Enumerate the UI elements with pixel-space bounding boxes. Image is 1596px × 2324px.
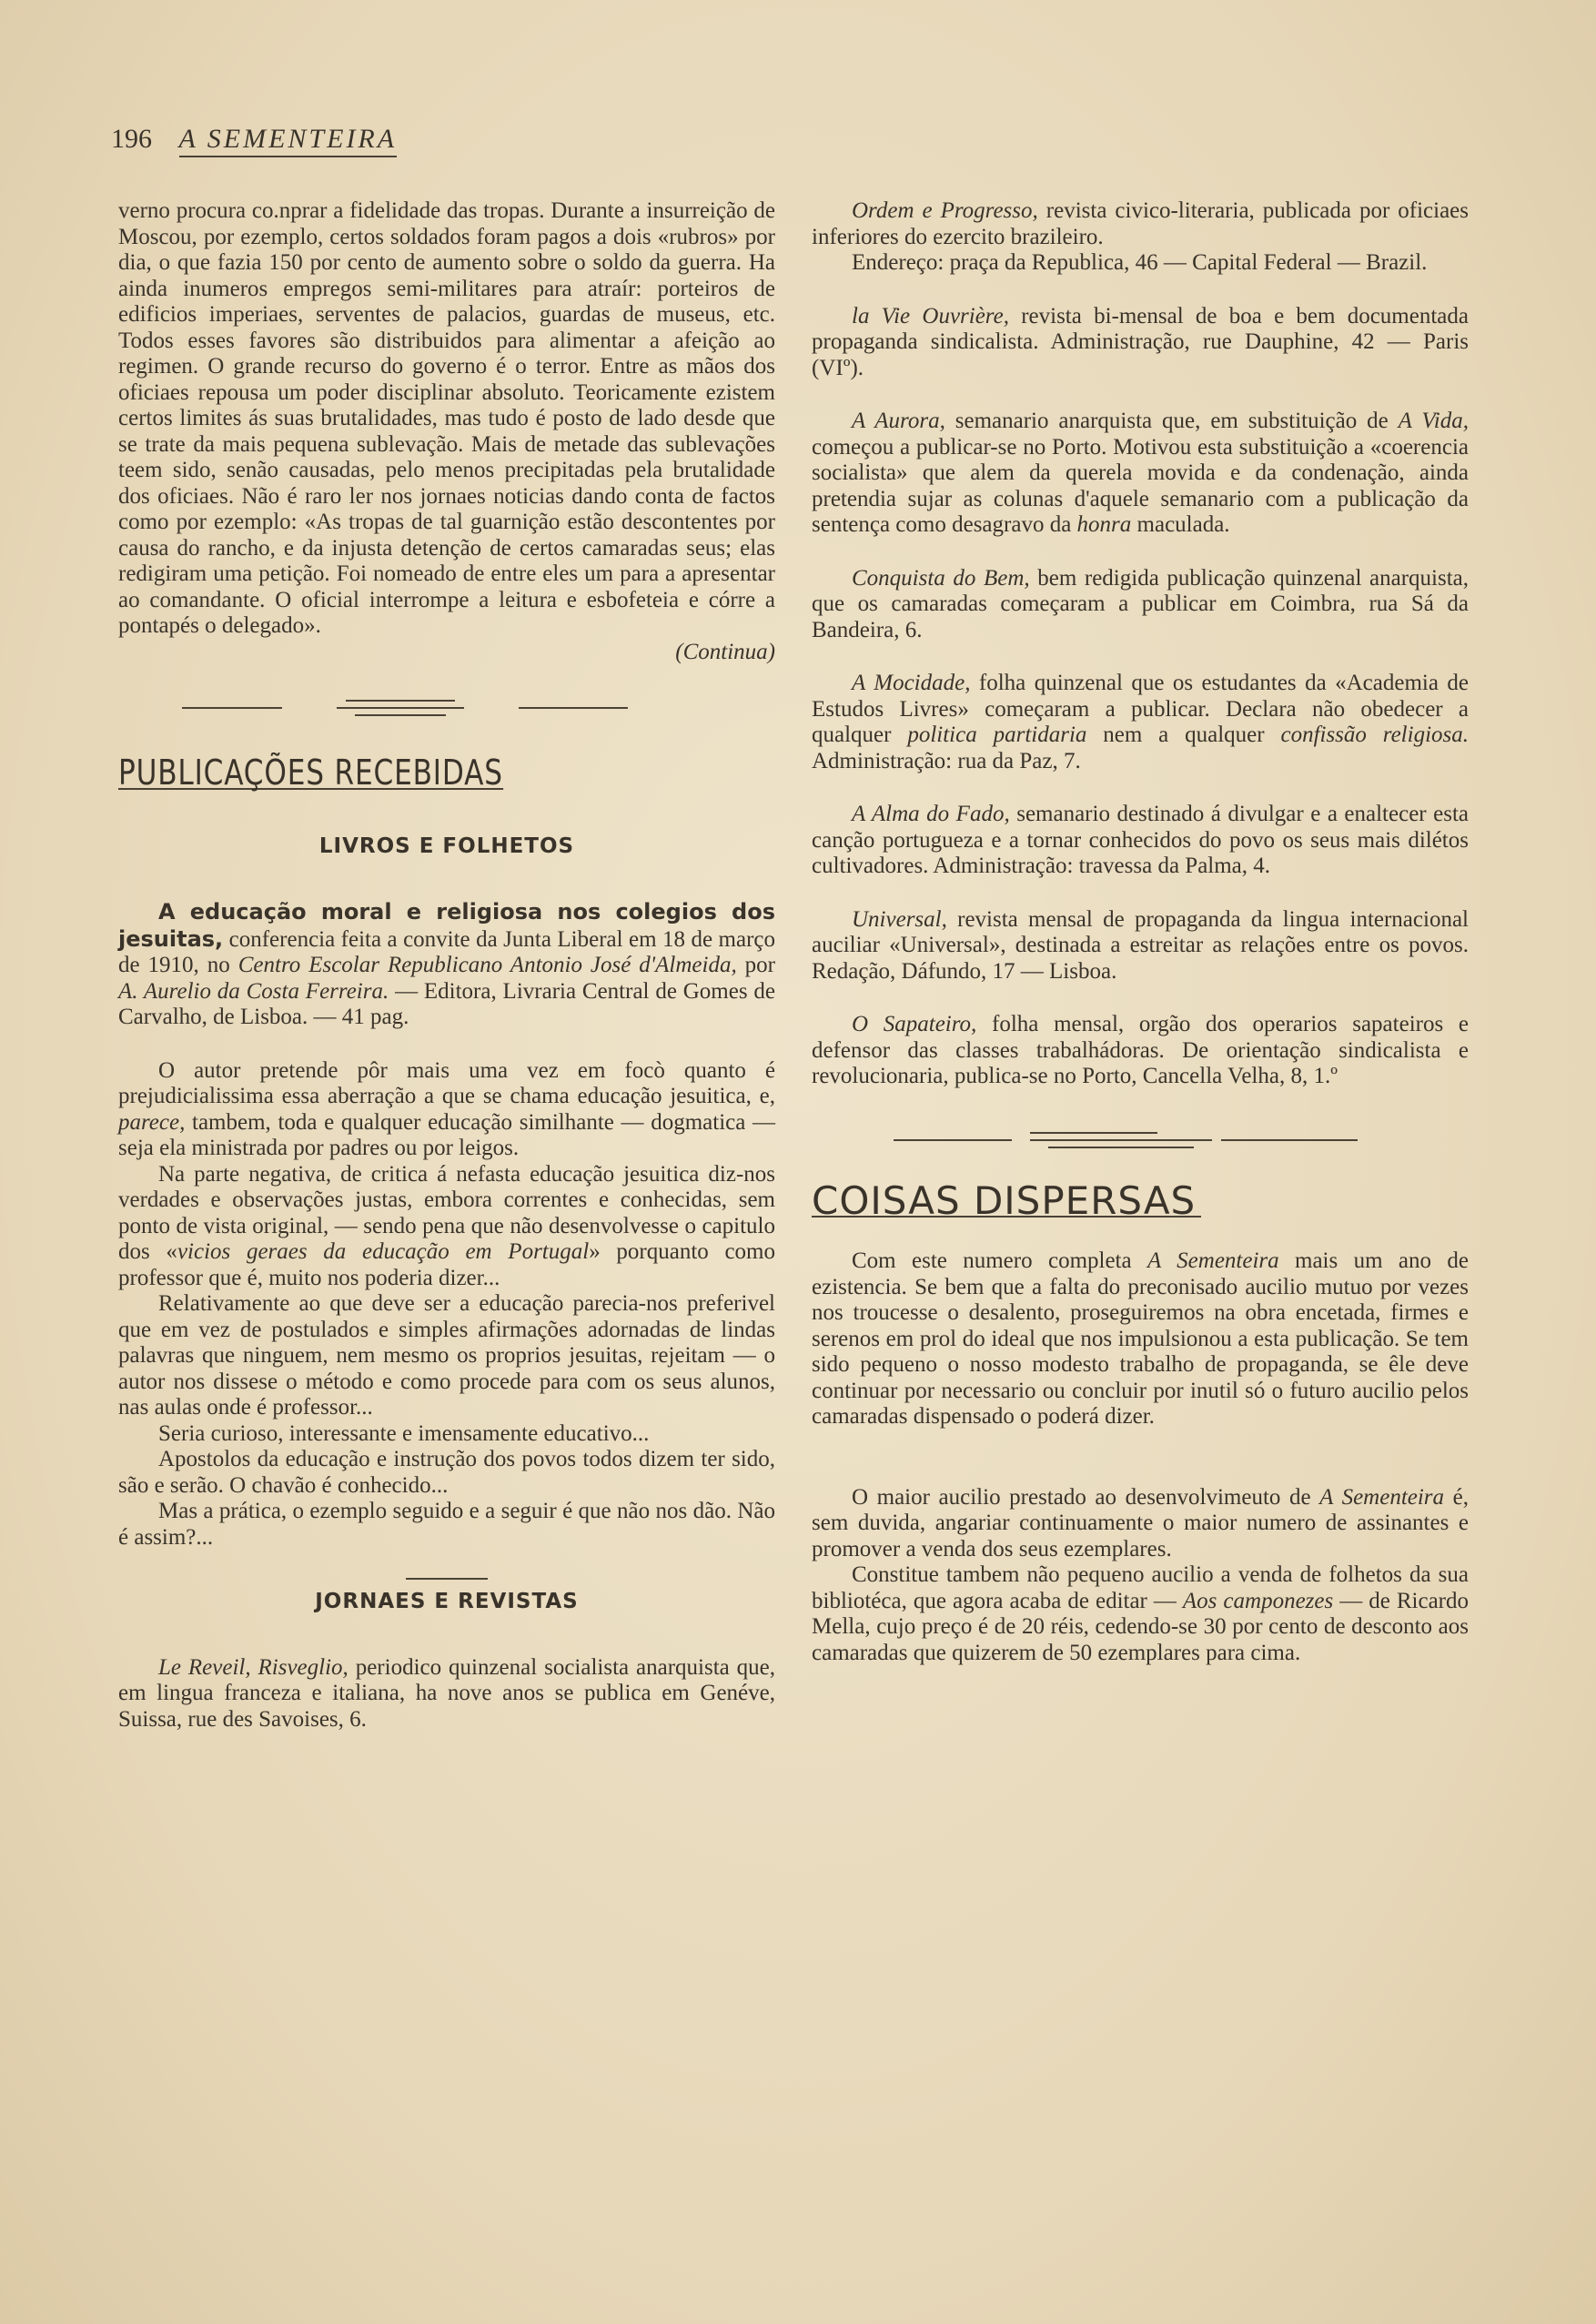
journal-address: Endereço: praça da Republica, 46 — Capital Federal — Brazil. (852, 250, 1428, 275)
small-divider (406, 1578, 488, 1580)
right-column (812, 198, 1469, 1666)
coisas-paragraph: Constitue tambem não pequeno aucilio a venda de folhetos da sua bibliotéca, que agora acaba de editar — Aos camponezes — de Ricardo Mella, cujo preço é de 20 réis, cedendo-se 30 por cento de desconto aos camaradas que quizerem de 50 ezemplares para cima. (812, 1562, 1469, 1665)
journal-entry: Universal, revista mensal de propaganda da lingua internacional auciliar «Universal», destinada a estreitar as relações entre os povos. Redação, Dáfundo, 17 — Lisboa. (812, 906, 1469, 984)
journal-entry: O Sapateiro, folha mensal, orgão dos operarios sapateiros e defensor das classes trabalhádoras. De orientação sindicalista e revolucionaria, publica-se no Porto, Cancella Velha, 8, 1.º (812, 1012, 1469, 1088)
section-divider (118, 691, 775, 745)
review-paragraph: O autor pretende pôr mais uma vez em focò quanto é prejudicialissima essa aberração a que se chama educação jesuitica, e, parece, tambem, toda e qualquer educação similhante — dogmatica — seja ela ministrada por padres ou por leigos. (118, 1057, 775, 1160)
book-entry: A educação moral e religiosa nos colegios dos jesuitas, conferencia feita a convite da Junta Liberal em 18 de março de 1910, no Centro Escolar Republicano Antonio José d'Almeida, por A. Aurelio da Costa Ferreira. — Editora, Livraria Central de Gomes de Carvalho, de Lisboa. — 41 pag. (118, 899, 776, 1029)
section-divider (812, 1116, 1469, 1170)
review-paragraph: Apostolos da educação e instrução dos povos todos dizem ter sido, são e serão. O chavão é conhecido... (118, 1447, 775, 1498)
coisas-paragraph: Com este numero completa A Sementeira mais um ano de ezistencia. Se bem que a falta do preconisado aucilio mutuo por vezes nos troucesse o desalento, proseguiremos na obra encetada, firmes e serenos em prol do ideal que nos impulsionou a esta publicação. Se tem sido pequeno o nosso modesto trabalho de propaganda, se êle deve continuar por necessario ou concluir por inutil só o futuro aucilio pelos camaradas dispensado o poderá dizer. (812, 1248, 1469, 1429)
journal-entry: A Alma do Fado, semanario destinado á divulgar e a enaltecer esta canção portugueza e a tornar conhecidos do povo os seus mais dilétos cultivadores. Administração: travessa da Palma, 4. (812, 802, 1469, 878)
journal-entry: Ordem e Progresso, revista civico-literaria, publicada por oficiaes inferiores do ezercito brazileiro. (812, 198, 1470, 249)
journal-entry: A Mocidade, folha quinzenal que os estudantes da «Academia de Estudos Livres» começaram a publicar. Declara não obedecer a qualquer politica partidaria nem a qualquer confissão religiosa. Administração: rua da Paz, 7. (812, 671, 1469, 773)
page-header (111, 124, 397, 155)
subtitle-livros: LIVROS E FOLHETOS (318, 834, 575, 858)
journal-entry: Le Reveil, Risveglio, periodico quinzenal socialista anarquista que, em lingua franceza e italiana, ha nove anos se publica em Genéve, Suissa, rue des Savoises, 6. (118, 1654, 776, 1732)
review-paragraph: Mas a prática, o ezemplo seguido e a seguir é que não nos dão. Não é assim?... (118, 1499, 775, 1550)
left-column (118, 198, 775, 1733)
book-title: A educação moral e religiosa nos colegios dos jesuitas, (118, 899, 775, 952)
journal-entry: Conquista do Bem, bem redigida publicação quinzenal anarquista, que os camaradas começaram a publicar em Coimbra, rua Sá da Bandeira, 6. (812, 565, 1469, 642)
review-paragraph: Na parte negativa, de critica á nefasta educação jesuitica diz-nos verdades e observações justas, embora correntes e conhecidas, sem ponto de vista original, — sendo pena que não desenvolvesse o capitulo dos «vicios geraes da educação em Portugal» porquanto como professor que é, muito nos poderia dizer... (118, 1161, 775, 1290)
section-title-coisas: COISAS DISPERSAS (812, 1188, 1201, 1218)
journal-entry: la Vie Ouvrière, revista bi-mensal de boa e bem documentada propaganda sindicalista. Administração, rue Dauphine, 42 — Paris (VIº). (812, 303, 1469, 380)
section-title-publicacoes: PUBLICAÇÕES RECEBIDAS (118, 753, 503, 793)
continua-note: (Continua) (675, 639, 775, 664)
review-paragraph: Seria curioso, interessante e imensamente educativo... (158, 1420, 650, 1446)
subtitle-jornaes: JORNAES E REVISTAS (315, 1590, 579, 1613)
review-paragraph: Relativamente ao que deve ser a educação parecia-nos preferivel que em vez de postulados e simples afirmações adornadas de lindas palavras que ninguem, nem mesmo os proprios jesuitas, rejeitam — o autor nos dissese o método e como procede para com os seus alunos, nas aulas onde é professor... (118, 1291, 775, 1420)
journal-entry: A Aurora, semanario anarquista que, em substituição de A Vida, começou a publicar-se no Porto. Motivou esta substituição a «coerencia socialista» que alem da querela movida e da condenação, ainda pretendia sujar as colunas d'aquele semanario com a publicação da sentença como desagravo da honra maculada. (812, 409, 1470, 537)
page-number: 196 (111, 124, 152, 154)
journal-title: A SEMENTEIRA (179, 124, 398, 157)
coisas-paragraph: O maior aucilio prestado ao desenvolvimeuto de A Sementeira é, sem duvida, angariar continuamente o maior numero de assinantes e promover a venda dos seus ezemplares. (812, 1484, 1469, 1561)
intro-paragraph: verno procura co.nprar a fidelidade das tropas. Durante a insurreição de Moscou, por ezemplo, certos soldados foram pagos a dois «rubros» por dia, o que fazia 150 por cento de aumento sobre o soldo da guerra. Ha ainda inumeros empregos semi-militares para atraír: porteiros de edificios imperiaes, serventes de palacios, guardas de museus, etc. Todos esses favores são distribuidos para alimentar a afeição ao regimen. O grande recurso do governo é o terror. Entre as mãos dos oficiaes repousa um poder disciplinar absoluto. Teoricamente ezistem certos limites ás suas brutalidades, mas tudo é posto de lado desde que se trate da mais pequena sublevação. Mais de metade das sublevações teem sido, senão causadas, pelo menos precipitadas pela brutalidade dos oficiaes. Não é raro ler nos jornaes noticias dando conta de factos como por ezemplo: «As tropas de tal guarnição estão descontentes por causa do rancho, e da injusta detenção de certos camaradas seus; elas redigiram uma petição. Foi nomeado de entre eles um para a apresentar ao comandante. O oficial interrompe a leitura e esbofeteia e córre a pontapés o delegado». (118, 198, 775, 638)
